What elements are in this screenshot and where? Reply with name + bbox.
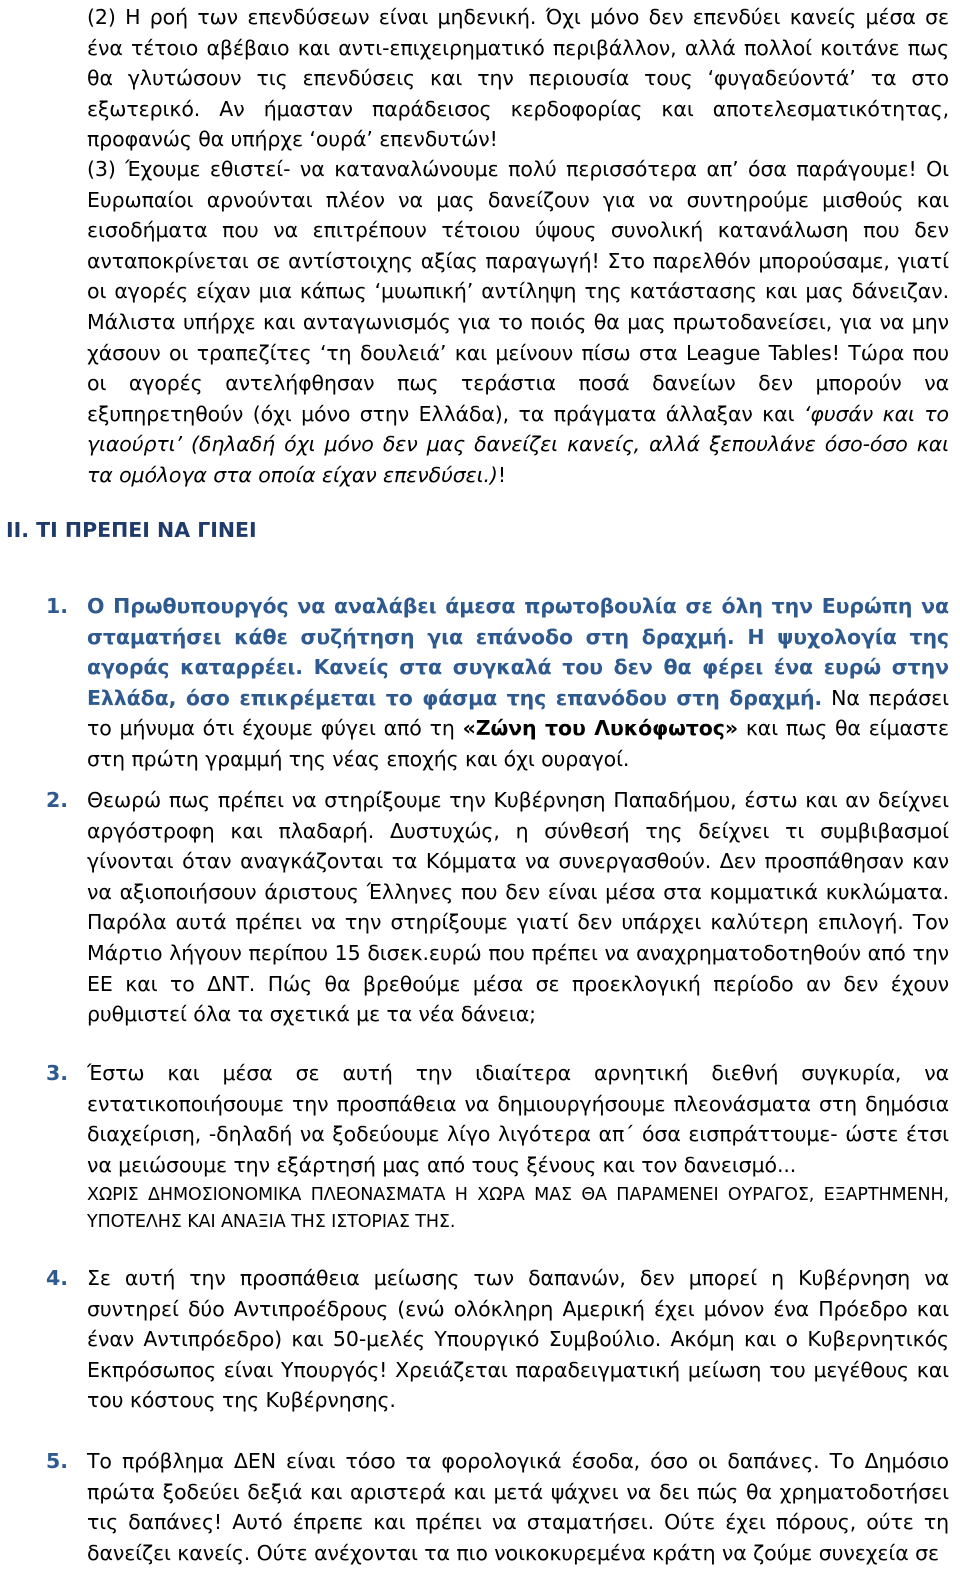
list-item bbox=[87, 785, 949, 1030]
item-text-end: και πως θα είμαστε στη πρώτη γραμμή της νέας εποχής και όχι ουραγοί. bbox=[87, 716, 949, 771]
item-text: Θεωρώ πως πρέπει να στηρίξουμε την Κυβέρνηση Παπαδήμου, έστω και αν δείχνει αργόστροφη και πλαδαρή. Δυστυχώς, η σύνθεσή της δείχνει τι συμβιβασμοί γίνονται όταν αναγκάζονται τα Κόμματα να συνεργασθούν. Δεν προσπάθησαν καν να αξιοποιήσουν άριστους Έλληνες που δεν είναι μέσα στα κομματικά κυκλώματα. Παρόλα αυτά πρέπει να την στηρίξουμε γιατί δεν υπάρχει καλύτερη επιλογή. Τον Μάρτιο λήγουν περίπου 15 δισεκ.ευρώ που πρέπει να αναχρηματοδοτηθούν από την ΕΕ και το ΔΝΤ. Πώς θα βρεθούμε μέσα σε προεκλογική περίοδο αν δεν έχουν ρυθμιστεί όλα τα σχετικά με τα νέα δάνεια; bbox=[87, 788, 949, 1027]
list-item bbox=[87, 1263, 949, 1416]
list-number: 5. bbox=[46, 1449, 69, 1473]
paragraph-investments bbox=[87, 2, 949, 155]
item-text: Σε αυτή την προσπάθεια μείωσης των δαπανών, δεν μπορεί η Κυβέρνηση να συντηρεί δύο Αντιπροέδρους (ενώ ολόκληρη Αμερική έχει μόνον ένα Πρόεδρο και έναν Αντιπρόεδρο) και 50-μελές Υπουργικό Συμβούλιο. Ακόμη και ο Κυβερνητικός Εκπρόσωπος είναι Υπουργός! Χρειάζεται παραδειγματική μείωση του μεγέθους και του κόστους της Κυβέρνησης. bbox=[87, 1266, 949, 1413]
paragraph-consumption bbox=[87, 154, 949, 491]
paragraph-end: ! bbox=[497, 462, 506, 487]
paragraph-text: (3) Έχουμε εθιστεί- να καταναλώνουμε πολύ περισσότερα απ’ όσα παράγουμε! Οι Ευρωπαίοι αρνούνται πλέον να μας δανείζουν για να συντηρούμε μισθούς και εισοδήματα που να επιτρέπουν τέτοιου ύψους συνολική κατανάλωση που δεν ανταποκρίνεται σε αντίστοιχης αξίας παραγωγή! Στο παρελθόν μπορούσαμε, γιατί οι αγορές είχαν μια κάπως ‘μυωπική’ αντίληψη της κατάστασης και μας δάνειζαν. Μάλιστα υπήρχε και ανταγωνισμός για το ποιός θα μας πρωτοδανείσει, για να μην χάσουν οι τραπεζίτες ‘τη δουλειά’ και μείνουν πίσω στα League Tables! Τώρα που οι αγορές αντελήφθησαν πως τεράστια ποσά δανείων δεν μπορούν να εξυπηρετηθούν (όχι μόνο στην Ελλάδα), τα πράγματα άλλαξαν και bbox=[87, 157, 949, 426]
list-number: 2. bbox=[46, 788, 69, 812]
caps-statement: ΧΩΡΙΣ ΔΗΜΟΣΙΟΝΟΜΙΚΑ ΠΛΕΟΝΑΣΜΑΤΑ Η ΧΩΡΑ ΜΑΣ ΘΑ ΠΑΡΑΜΕΝΕΙ ΟΥΡΑΓΟΣ, ΕΞΑΡΤΗΜΕΝΗ, ΥΠΟΤΕΛΗΣ ΚΑΙ ΑΝΑΞΙΑ ΤΗΣ ΙΣΤΟΡΙΑΣ ΤΗΣ. bbox=[87, 1185, 949, 1233]
list-item bbox=[87, 591, 949, 775]
italic-quote: ‘φυσάν και το γιαούρτι’ (δηλαδή όχι μόνο δεν μας δανείζει κανείς, αλλά ξεπουλάνε όσο-όσο και τα ομόλογα στα οποία είχαν επενδύσει.) bbox=[87, 401, 949, 487]
list-number: 3. bbox=[46, 1061, 69, 1085]
list-item bbox=[87, 1058, 949, 1236]
item-text: Να περάσει το μήνυμα ότι έχουμε φύγει από τη bbox=[87, 685, 949, 741]
highlight-text: Ο Πρωθυπουργός να αναλάβει άμεσα πρωτοβουλία σε όλη την Ευρώπη να σταματήσει κάθε συζήτηση για επάνοδο στη δραχμή. Η ψυχολογία της αγοράς καταρρέει. Κανείς στα συγκαλά του δεν θα φέρει ένα ευρώ στην Ελλάδα, όσο επικρέμεται το φάσμα της επανόδου στη δραχμή. bbox=[87, 594, 949, 710]
bold-quote: «Ζώνη του Λυκόφωτος» bbox=[462, 716, 738, 741]
paragraph-text: (2) Η ροή των επενδύσεων είναι μηδενική. Όχι μόνο δεν επενδύει κανείς μέσα σε ένα τέτοιο αβέβαιο και αντι-επιχειρηματικό περιβάλλον, αλλά πολλοί κοιτάνε πως θα γλυτώσουν τις επενδύσεις και την περιουσία τους ‘φυγαδεύοντά’ τα στο εξωτερικό. Αν ήμασταν παράδεισος κερδοφορίας και αποτελεσματικότητας, προφανώς θα υπήρχε ‘ουρά’ επενδυτών! bbox=[87, 5, 949, 152]
section-heading: II. ΤΙ ΠΡΕΠΕΙ ΝΑ ΓΙΝΕΙ bbox=[6, 518, 257, 542]
list-number: 1. bbox=[46, 594, 69, 618]
item-text: Έστω και μέσα σε αυτή την ιδιαίτερα αρνητική διεθνή συγκυρία, να εντατικοποιήσουμε την προσπάθεια να δημιουργήσουμε πλεονάσματα στη δημόσια διαχείριση, -δηλαδή να ξοδεύουμε λίγο λιγότερα απ΄ όσα εισπράττουμε- ώστε έτσι να μειώσουμε την εξάρτησή μας από τους ξένους και τον δανεισμό... bbox=[87, 1061, 949, 1177]
list-item bbox=[87, 1446, 949, 1568]
item-text: Το πρόβλημα ΔΕΝ είναι τόσο τα φορολογικά έσοδα, όσο οι δαπάνες. Το Δημόσιο πρώτα ξοδεύει δεξιά και αριστερά και μετά ψάχνει να δει πώς θα χρηματοδοτήσει τις δαπάνες! Αυτό έπρεπε και πρέπει να σταματήσει. Ούτε έχει πόρους, ούτε τη δανείζει κανείς. Ούτε ανέχονται τα πιο νοικοκυρεμένα κράτη να ζούμε συνεχεία σε bbox=[87, 1449, 949, 1565]
list-number: 4. bbox=[46, 1266, 69, 1290]
